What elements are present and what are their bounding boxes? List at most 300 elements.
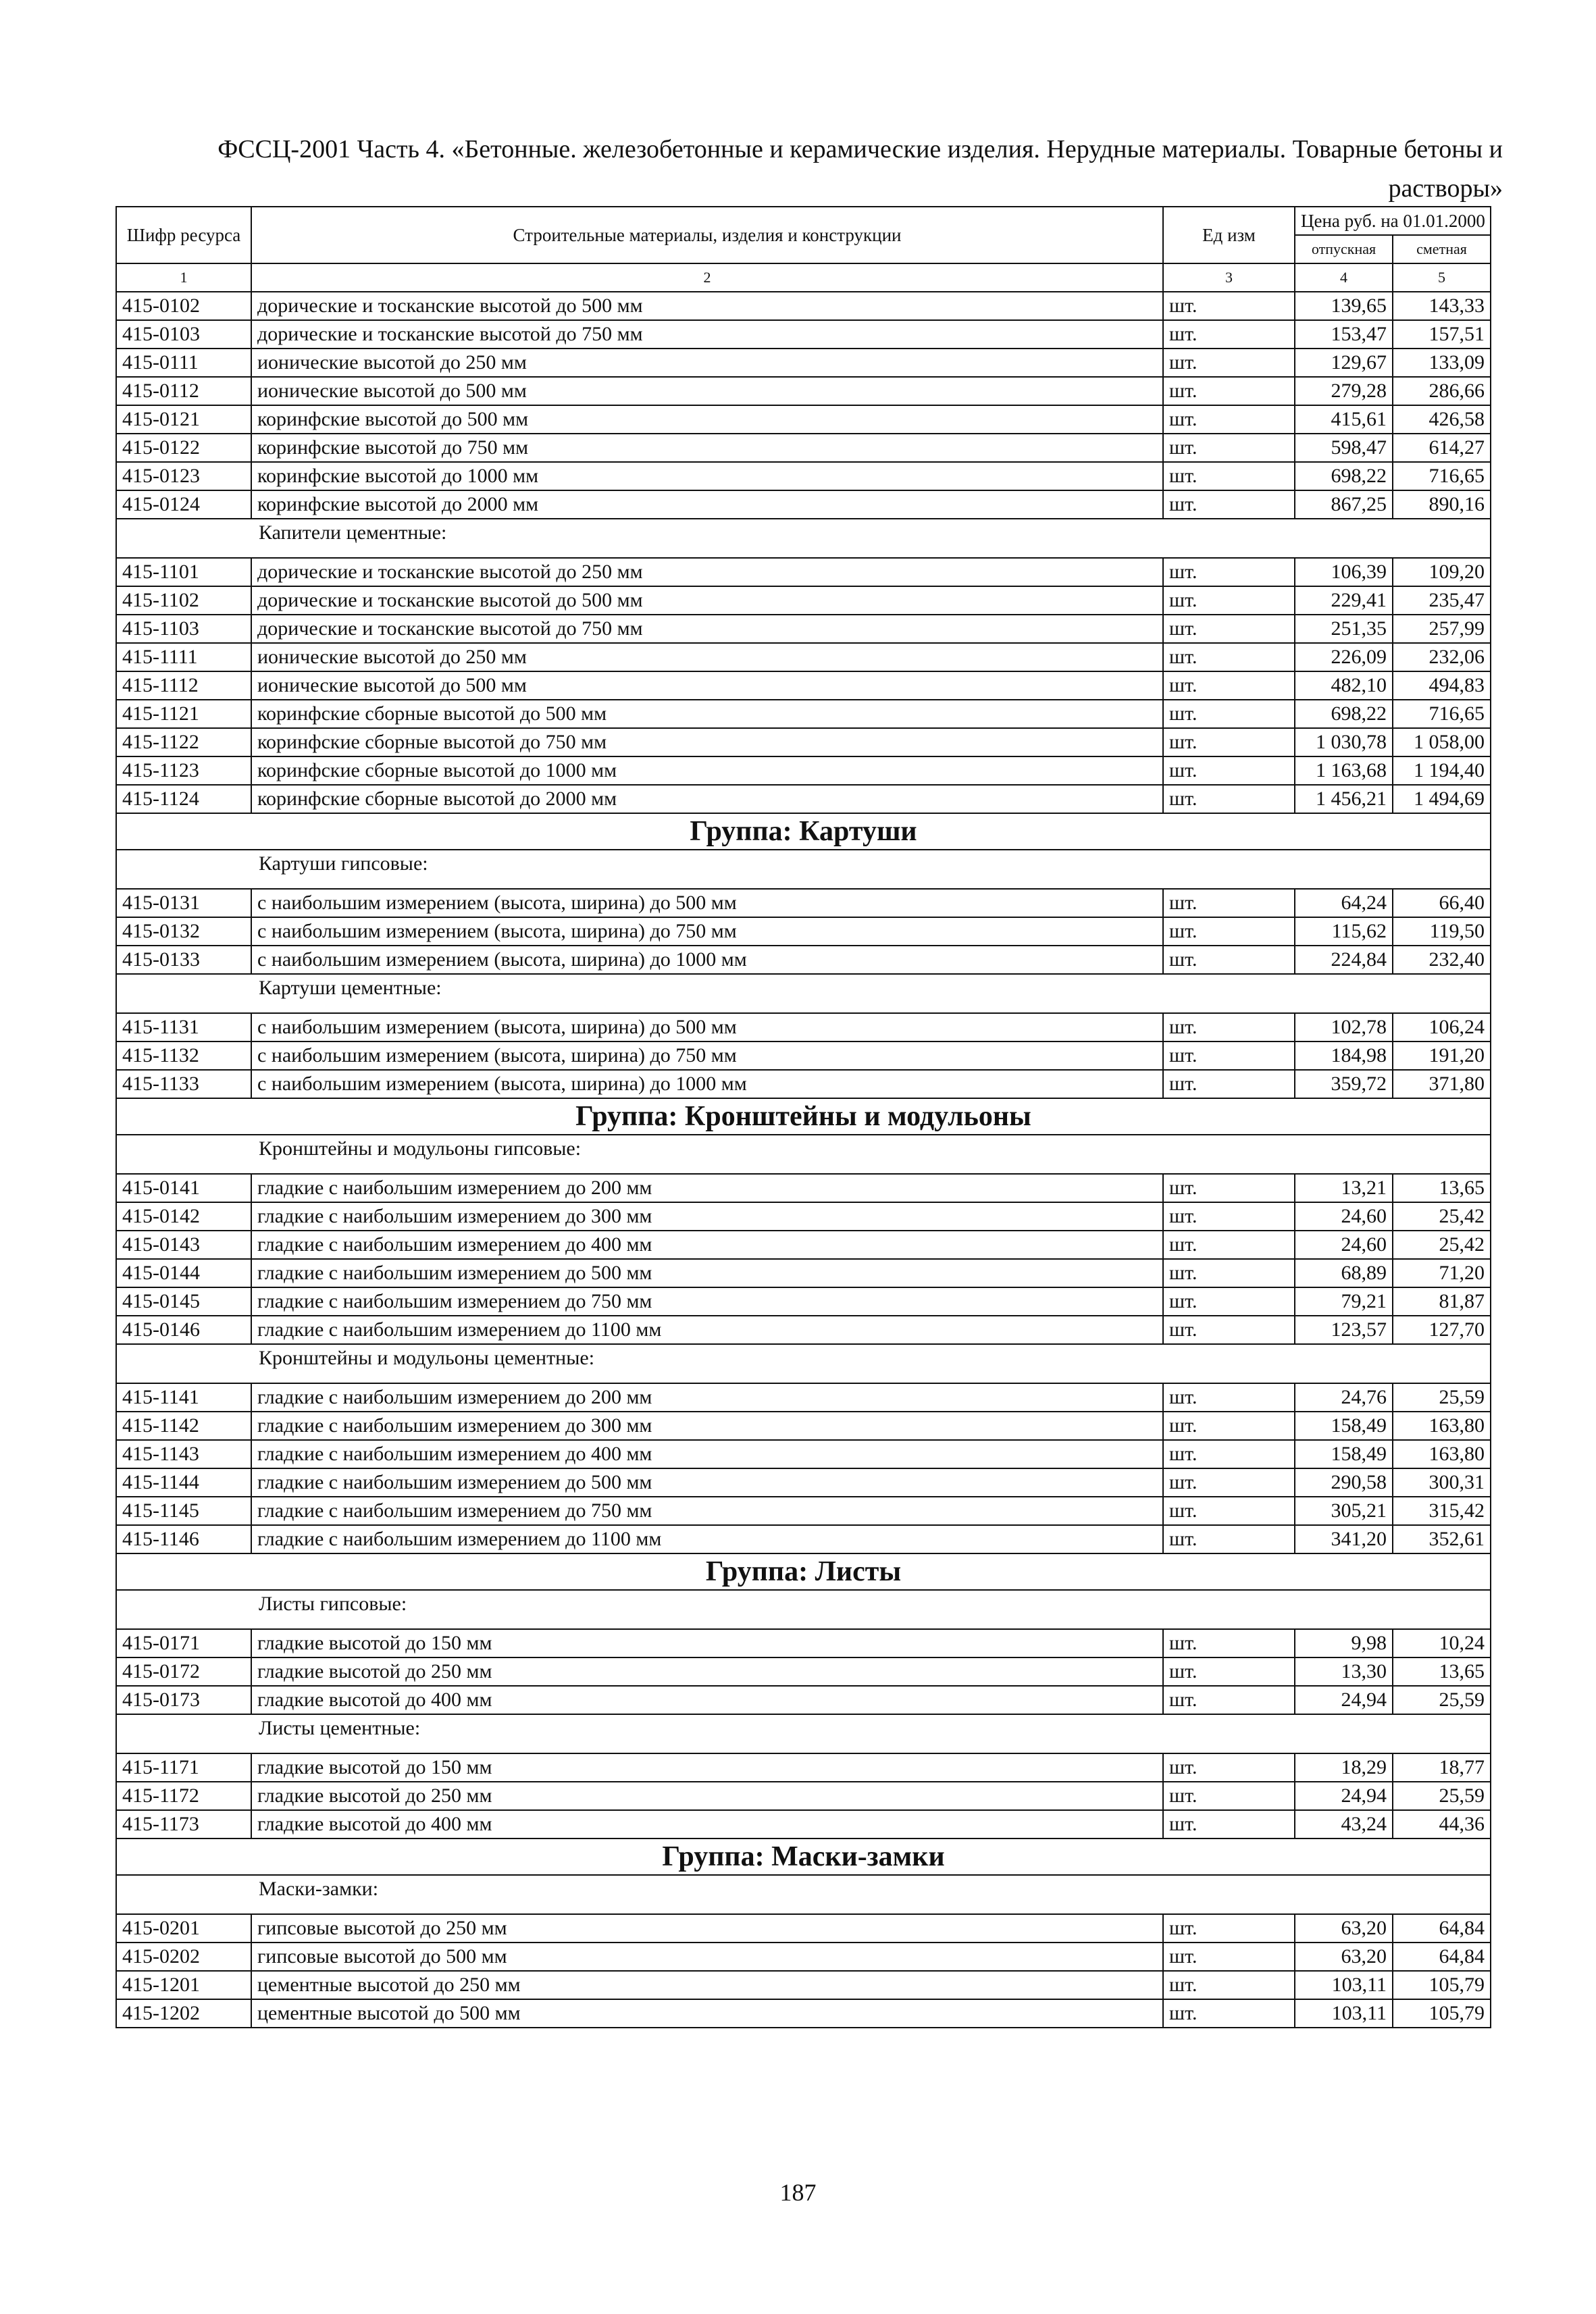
cell-unit: шт. xyxy=(1163,728,1295,756)
table-row xyxy=(116,292,1491,320)
cell-wholesale-price: 64,24 xyxy=(1295,889,1393,917)
header-code: Шифр ресурса xyxy=(116,207,251,263)
table-row xyxy=(116,1943,1491,1971)
cell-wholesale-price: 103,11 xyxy=(1295,1999,1393,2028)
cell-wholesale-price: 129,67 xyxy=(1295,349,1393,377)
spacer-row xyxy=(116,546,1491,558)
cell-estimate-price: 66,40 xyxy=(1393,889,1491,917)
cell-estimate-price: 232,40 xyxy=(1393,946,1491,974)
cell-name: дорические и тосканские высотой до 500 мм xyxy=(251,292,1163,320)
cell-code: 415-1142 xyxy=(116,1412,251,1440)
cell-name: ионические высотой до 250 мм xyxy=(251,349,1163,377)
cell-code: 415-0146 xyxy=(116,1316,251,1344)
cell-wholesale-price: 359,72 xyxy=(1295,1070,1393,1098)
table-row xyxy=(116,1174,1491,1202)
cell-estimate-price: 71,20 xyxy=(1393,1259,1491,1287)
cell-estimate-price: 13,65 xyxy=(1393,1657,1491,1686)
column-number: 3 xyxy=(1163,263,1295,292)
cell-wholesale-price: 63,20 xyxy=(1295,1914,1393,1943)
group-header xyxy=(116,1098,1491,1135)
cell-code: 415-1103 xyxy=(116,615,251,643)
table-row xyxy=(116,558,1491,586)
table-row xyxy=(116,671,1491,700)
cell-code: 415-0171 xyxy=(116,1629,251,1657)
table-row xyxy=(116,1440,1491,1468)
spacer-cell xyxy=(116,1618,1491,1629)
cell-estimate-price: 371,80 xyxy=(1393,1070,1491,1098)
cell-estimate-price: 143,33 xyxy=(1393,292,1491,320)
cell-name: дорические и тосканские высотой до 750 мм xyxy=(251,615,1163,643)
cell-wholesale-price: 153,47 xyxy=(1295,320,1393,349)
cell-estimate-price: 127,70 xyxy=(1393,1316,1491,1344)
cell-unit: шт. xyxy=(1163,1686,1295,1714)
cell-code: 415-1146 xyxy=(116,1525,251,1553)
table-row xyxy=(116,643,1491,671)
cell-code: 415-0172 xyxy=(116,1657,251,1686)
cell-unit: шт. xyxy=(1163,1259,1295,1287)
cell-unit: шт. xyxy=(1163,292,1295,320)
spacer-row xyxy=(116,1162,1491,1174)
table-row xyxy=(116,756,1491,785)
table-row xyxy=(116,490,1491,519)
cell-name: с наибольшим измерением (высота, ширина) до 750 мм xyxy=(251,1042,1163,1070)
cell-unit: шт. xyxy=(1163,1316,1295,1344)
cell-code: 415-0131 xyxy=(116,889,251,917)
table-row xyxy=(116,1971,1491,1999)
cell-name: гладкие высотой до 250 мм xyxy=(251,1657,1163,1686)
cell-estimate-price: 286,66 xyxy=(1393,377,1491,405)
cell-estimate-price: 106,24 xyxy=(1393,1013,1491,1042)
cell-estimate-price: 1 494,69 xyxy=(1393,785,1491,813)
cell-name: ионические высотой до 500 мм xyxy=(251,377,1163,405)
cell-estimate-price: 105,79 xyxy=(1393,1971,1491,1999)
cell-estimate-price: 105,79 xyxy=(1393,1999,1491,2028)
table-row xyxy=(116,1999,1491,2028)
cell-estimate-price: 716,65 xyxy=(1393,462,1491,490)
cell-code: 415-0103 xyxy=(116,320,251,349)
cell-wholesale-price: 63,20 xyxy=(1295,1943,1393,1971)
cell-name: гладкие с наибольшим измерением до 1100 мм xyxy=(251,1525,1163,1553)
table-row xyxy=(116,1259,1491,1287)
cell-code: 415-0145 xyxy=(116,1287,251,1316)
cell-wholesale-price: 13,21 xyxy=(1295,1174,1393,1202)
cell-name: гладкие с наибольшим измерением до 300 мм xyxy=(251,1202,1163,1231)
cell-name: коринфские высотой до 750 мм xyxy=(251,434,1163,462)
table-row xyxy=(116,462,1491,490)
table-row xyxy=(116,1383,1491,1412)
cell-name: гладкие высотой до 400 мм xyxy=(251,1686,1163,1714)
cell-name: коринфские сборные высотой до 1000 мм xyxy=(251,756,1163,785)
cell-estimate-price: 13,65 xyxy=(1393,1174,1491,1202)
cell-estimate-price: 25,59 xyxy=(1393,1782,1491,1810)
cell-name: гладкие с наибольшим измерением до 750 мм xyxy=(251,1287,1163,1316)
cell-code: 415-1172 xyxy=(116,1782,251,1810)
cell-name: с наибольшим измерением (высота, ширина) до 1000 мм xyxy=(251,946,1163,974)
cell-name: гладкие с наибольшим измерением до 200 мм xyxy=(251,1383,1163,1412)
cell-unit: шт. xyxy=(1163,946,1295,974)
spacer-cell xyxy=(116,1903,1491,1914)
cell-estimate-price: 315,42 xyxy=(1393,1497,1491,1525)
page-header xyxy=(138,130,1503,208)
cell-wholesale-price: 279,28 xyxy=(1295,377,1393,405)
cell-name: с наибольшим измерением (высота, ширина) до 750 мм xyxy=(251,917,1163,946)
cell-estimate-price: 232,06 xyxy=(1393,643,1491,671)
cell-unit: шт. xyxy=(1163,1657,1295,1686)
cell-estimate-price: 235,47 xyxy=(1393,586,1491,615)
table-row xyxy=(116,917,1491,946)
cell-name: гладкие высотой до 400 мм xyxy=(251,1810,1163,1839)
subgroup-header xyxy=(116,1590,1491,1618)
subgroup-header xyxy=(116,974,1491,1002)
cell-wholesale-price: 139,65 xyxy=(1295,292,1393,320)
cell-wholesale-price: 341,20 xyxy=(1295,1525,1393,1553)
cell-wholesale-price: 224,84 xyxy=(1295,946,1393,974)
table-row xyxy=(116,1914,1491,1943)
cell-unit: шт. xyxy=(1163,1782,1295,1810)
cell-code: 415-1202 xyxy=(116,1999,251,2028)
group-title: Группа: Листы xyxy=(116,1553,1491,1590)
cell-code: 415-0141 xyxy=(116,1174,251,1202)
cell-wholesale-price: 103,11 xyxy=(1295,1971,1393,1999)
cell-wholesale-price: 24,60 xyxy=(1295,1202,1393,1231)
cell-code: 415-0112 xyxy=(116,377,251,405)
cell-unit: шт. xyxy=(1163,1070,1295,1098)
table-header-row xyxy=(116,207,1491,235)
cell-estimate-price: 1 194,40 xyxy=(1393,756,1491,785)
table-row xyxy=(116,946,1491,974)
table-row xyxy=(116,1013,1491,1042)
cell-unit: шт. xyxy=(1163,434,1295,462)
spacer-row xyxy=(116,1742,1491,1753)
cell-estimate-price: 10,24 xyxy=(1393,1629,1491,1657)
group-header xyxy=(116,1553,1491,1590)
cell-name: гладкие с наибольшим измерением до 400 мм xyxy=(251,1231,1163,1259)
subgroup-label: Картуши цементные: xyxy=(116,974,1491,1002)
cell-name: коринфские высотой до 1000 мм xyxy=(251,462,1163,490)
cell-estimate-price: 25,42 xyxy=(1393,1231,1491,1259)
cell-name: коринфские сборные высотой до 500 мм xyxy=(251,700,1163,728)
cell-wholesale-price: 18,29 xyxy=(1295,1753,1393,1782)
cell-estimate-price: 44,36 xyxy=(1393,1810,1491,1839)
cell-code: 415-0142 xyxy=(116,1202,251,1231)
cell-wholesale-price: 24,94 xyxy=(1295,1686,1393,1714)
cell-code: 415-0144 xyxy=(116,1259,251,1287)
cell-wholesale-price: 184,98 xyxy=(1295,1042,1393,1070)
table-row xyxy=(116,1657,1491,1686)
spacer-cell xyxy=(116,1162,1491,1174)
cell-name: коринфские высотой до 2000 мм xyxy=(251,490,1163,519)
table-row xyxy=(116,320,1491,349)
cell-estimate-price: 494,83 xyxy=(1393,671,1491,700)
cell-name: цементные высотой до 250 мм xyxy=(251,1971,1163,1999)
cell-wholesale-price: 24,60 xyxy=(1295,1231,1393,1259)
table-row xyxy=(116,586,1491,615)
group-header xyxy=(116,1839,1491,1875)
cell-unit: шт. xyxy=(1163,586,1295,615)
cell-name: коринфские сборные высотой до 2000 мм xyxy=(251,785,1163,813)
cell-unit: шт. xyxy=(1163,320,1295,349)
cell-estimate-price: 64,84 xyxy=(1393,1914,1491,1943)
cell-code: 415-0202 xyxy=(116,1943,251,1971)
cell-wholesale-price: 68,89 xyxy=(1295,1259,1393,1287)
cell-estimate-price: 426,58 xyxy=(1393,405,1491,434)
cell-estimate-price: 25,59 xyxy=(1393,1686,1491,1714)
cell-wholesale-price: 79,21 xyxy=(1295,1287,1393,1316)
cell-wholesale-price: 698,22 xyxy=(1295,462,1393,490)
cell-wholesale-price: 867,25 xyxy=(1295,490,1393,519)
cell-code: 415-1124 xyxy=(116,785,251,813)
spacer-row xyxy=(116,877,1491,889)
spacer-cell xyxy=(116,1372,1491,1383)
column-number-row xyxy=(116,263,1491,292)
table-row xyxy=(116,700,1491,728)
cell-code: 415-0133 xyxy=(116,946,251,974)
cell-code: 415-1123 xyxy=(116,756,251,785)
cell-code: 415-0123 xyxy=(116,462,251,490)
cell-name: гипсовые высотой до 250 мм xyxy=(251,1914,1163,1943)
table-row xyxy=(116,1231,1491,1259)
subgroup-header xyxy=(116,1135,1491,1162)
cell-name: гладкие с наибольшим измерением до 200 мм xyxy=(251,1174,1163,1202)
table-row xyxy=(116,1412,1491,1440)
cell-unit: шт. xyxy=(1163,1013,1295,1042)
subgroup-header xyxy=(116,1714,1491,1742)
header-unit: Ед изм xyxy=(1163,207,1295,263)
table-row xyxy=(116,785,1491,813)
cell-estimate-price: 64,84 xyxy=(1393,1943,1491,1971)
table-row xyxy=(116,615,1491,643)
cell-unit: шт. xyxy=(1163,1383,1295,1412)
table-row xyxy=(116,1070,1491,1098)
cell-wholesale-price: 106,39 xyxy=(1295,558,1393,586)
header-name: Строительные материалы, изделия и конструкции xyxy=(251,207,1163,263)
table-row xyxy=(116,1525,1491,1553)
subgroup-label: Кронштейны и модульоны цементные: xyxy=(116,1344,1491,1372)
subgroup-header xyxy=(116,1344,1491,1372)
spacer-row xyxy=(116,1903,1491,1914)
group-title: Группа: Маски-замки xyxy=(116,1839,1491,1875)
cell-estimate-price: 18,77 xyxy=(1393,1753,1491,1782)
cell-unit: шт. xyxy=(1163,643,1295,671)
cell-code: 415-0122 xyxy=(116,434,251,462)
cell-code: 415-1171 xyxy=(116,1753,251,1782)
cell-code: 415-1145 xyxy=(116,1497,251,1525)
cell-unit: шт. xyxy=(1163,1999,1295,2028)
cell-unit: шт. xyxy=(1163,1440,1295,1468)
cell-estimate-price: 890,16 xyxy=(1393,490,1491,519)
table-row xyxy=(116,1468,1491,1497)
cell-code: 415-1143 xyxy=(116,1440,251,1468)
document-title-line-2: растворы» xyxy=(1388,174,1503,203)
cell-estimate-price: 157,51 xyxy=(1393,320,1491,349)
table-row xyxy=(116,434,1491,462)
subgroup-label: Маски-замки: xyxy=(116,1875,1491,1903)
subgroup-label: Листы гипсовые: xyxy=(116,1590,1491,1618)
table-row xyxy=(116,1753,1491,1782)
group-header xyxy=(116,813,1491,850)
cell-wholesale-price: 290,58 xyxy=(1295,1468,1393,1497)
cell-name: с наибольшим измерением (высота, ширина) до 500 мм xyxy=(251,1013,1163,1042)
cell-code: 415-0102 xyxy=(116,292,251,320)
subgroup-label: Картуши гипсовые: xyxy=(116,850,1491,877)
cell-unit: шт. xyxy=(1163,1231,1295,1259)
table-row xyxy=(116,1810,1491,1839)
cell-code: 415-0132 xyxy=(116,917,251,946)
cell-wholesale-price: 1 030,78 xyxy=(1295,728,1393,756)
cell-unit: шт. xyxy=(1163,1914,1295,1943)
cell-unit: шт. xyxy=(1163,1810,1295,1839)
table-row xyxy=(116,1042,1491,1070)
cell-code: 415-1111 xyxy=(116,643,251,671)
cell-name: гладкие с наибольшим измерением до 400 мм xyxy=(251,1440,1163,1468)
subgroup-header xyxy=(116,519,1491,546)
cell-wholesale-price: 24,94 xyxy=(1295,1782,1393,1810)
cell-unit: шт. xyxy=(1163,889,1295,917)
table-row xyxy=(116,889,1491,917)
cell-unit: шт. xyxy=(1163,700,1295,728)
cell-unit: шт. xyxy=(1163,462,1295,490)
cell-code: 415-0111 xyxy=(116,349,251,377)
header-price: Цена руб. на 01.01.2000 xyxy=(1295,207,1491,235)
cell-wholesale-price: 9,98 xyxy=(1295,1629,1393,1657)
cell-name: коринфские сборные высотой до 750 мм xyxy=(251,728,1163,756)
cell-unit: шт. xyxy=(1163,1971,1295,1999)
cell-estimate-price: 716,65 xyxy=(1393,700,1491,728)
cell-name: коринфские высотой до 500 мм xyxy=(251,405,1163,434)
cell-code: 415-1141 xyxy=(116,1383,251,1412)
subgroup-label: Капители цементные: xyxy=(116,519,1491,546)
cell-unit: шт. xyxy=(1163,1412,1295,1440)
group-title: Группа: Картуши xyxy=(116,813,1491,850)
cell-estimate-price: 614,27 xyxy=(1393,434,1491,462)
cell-unit: шт. xyxy=(1163,1042,1295,1070)
cell-estimate-price: 300,31 xyxy=(1393,1468,1491,1497)
cell-wholesale-price: 305,21 xyxy=(1295,1497,1393,1525)
cell-estimate-price: 191,20 xyxy=(1393,1042,1491,1070)
cell-wholesale-price: 1 163,68 xyxy=(1295,756,1393,785)
cell-code: 415-1101 xyxy=(116,558,251,586)
cell-unit: шт. xyxy=(1163,615,1295,643)
cell-estimate-price: 1 058,00 xyxy=(1393,728,1491,756)
cell-name: дорические и тосканские высотой до 250 мм xyxy=(251,558,1163,586)
cell-code: 415-1122 xyxy=(116,728,251,756)
cell-wholesale-price: 226,09 xyxy=(1295,643,1393,671)
cell-wholesale-price: 598,47 xyxy=(1295,434,1393,462)
cell-wholesale-price: 482,10 xyxy=(1295,671,1393,700)
cell-wholesale-price: 24,76 xyxy=(1295,1383,1393,1412)
table-row xyxy=(116,1497,1491,1525)
table-row xyxy=(116,1782,1491,1810)
table-row xyxy=(116,1686,1491,1714)
cell-wholesale-price: 698,22 xyxy=(1295,700,1393,728)
table-row xyxy=(116,349,1491,377)
cell-wholesale-price: 102,78 xyxy=(1295,1013,1393,1042)
table-row xyxy=(116,1316,1491,1344)
page-number: 187 xyxy=(779,2179,817,2206)
cell-code: 415-1133 xyxy=(116,1070,251,1098)
cell-unit: шт. xyxy=(1163,558,1295,586)
cell-name: гладкие высотой до 150 мм xyxy=(251,1753,1163,1782)
cell-code: 415-1132 xyxy=(116,1042,251,1070)
cell-name: гладкие с наибольшим измерением до 750 мм xyxy=(251,1497,1163,1525)
cell-wholesale-price: 251,35 xyxy=(1295,615,1393,643)
cell-estimate-price: 81,87 xyxy=(1393,1287,1491,1316)
cell-name: ионические высотой до 500 мм xyxy=(251,671,1163,700)
cell-code: 415-1112 xyxy=(116,671,251,700)
subgroup-header xyxy=(116,850,1491,877)
cell-unit: шт. xyxy=(1163,1629,1295,1657)
cell-code: 415-1173 xyxy=(116,1810,251,1839)
cell-name: ионические высотой до 250 мм xyxy=(251,643,1163,671)
cell-unit: шт. xyxy=(1163,377,1295,405)
cell-code: 415-0201 xyxy=(116,1914,251,1943)
cell-estimate-price: 257,99 xyxy=(1393,615,1491,643)
cell-estimate-price: 133,09 xyxy=(1393,349,1491,377)
table-row xyxy=(116,405,1491,434)
cell-estimate-price: 119,50 xyxy=(1393,917,1491,946)
cell-estimate-price: 163,80 xyxy=(1393,1412,1491,1440)
subgroup-header xyxy=(116,1875,1491,1903)
cell-estimate-price: 25,59 xyxy=(1393,1383,1491,1412)
column-number: 4 xyxy=(1295,263,1393,292)
subgroup-label: Листы цементные: xyxy=(116,1714,1491,1742)
cell-wholesale-price: 115,62 xyxy=(1295,917,1393,946)
cell-unit: шт. xyxy=(1163,1202,1295,1231)
cell-estimate-price: 25,42 xyxy=(1393,1202,1491,1231)
table-row xyxy=(116,1629,1491,1657)
cell-unit: шт. xyxy=(1163,1468,1295,1497)
cell-unit: шт. xyxy=(1163,785,1295,813)
spacer-row xyxy=(116,1002,1491,1013)
cell-unit: шт. xyxy=(1163,349,1295,377)
group-title: Группа: Кронштейны и модульоны xyxy=(116,1098,1491,1135)
cell-name: дорические и тосканские высотой до 500 мм xyxy=(251,586,1163,615)
table-row xyxy=(116,1287,1491,1316)
cell-unit: шт. xyxy=(1163,671,1295,700)
cell-unit: шт. xyxy=(1163,490,1295,519)
cell-unit: шт. xyxy=(1163,405,1295,434)
cell-code: 415-0124 xyxy=(116,490,251,519)
cell-estimate-price: 109,20 xyxy=(1393,558,1491,586)
cell-wholesale-price: 158,49 xyxy=(1295,1412,1393,1440)
cell-unit: шт. xyxy=(1163,1497,1295,1525)
cell-code: 415-1121 xyxy=(116,700,251,728)
spacer-row xyxy=(116,1372,1491,1383)
cell-name: с наибольшим измерением (высота, ширина) до 500 мм xyxy=(251,889,1163,917)
cell-wholesale-price: 43,24 xyxy=(1295,1810,1393,1839)
cell-unit: шт. xyxy=(1163,1943,1295,1971)
column-number: 1 xyxy=(116,263,251,292)
cell-wholesale-price: 123,57 xyxy=(1295,1316,1393,1344)
table-row xyxy=(116,377,1491,405)
cell-name: гладкие высотой до 150 мм xyxy=(251,1629,1163,1657)
document-title-line-1: ФССЦ-2001 Часть 4. «Бетонные. железобетонные и керамические изделия. Нерудные материалы. Товарные бетоны и xyxy=(217,135,1503,163)
cell-wholesale-price: 13,30 xyxy=(1295,1657,1393,1686)
cell-unit: шт. xyxy=(1163,756,1295,785)
cell-unit: шт. xyxy=(1163,917,1295,946)
spacer-row xyxy=(116,1618,1491,1629)
cell-name: гладкие с наибольшим измерением до 300 мм xyxy=(251,1412,1163,1440)
header-estimate: сметная xyxy=(1393,235,1491,263)
header-wholesale: отпускная xyxy=(1295,235,1393,263)
cell-unit: шт. xyxy=(1163,1753,1295,1782)
cell-code: 415-1102 xyxy=(116,586,251,615)
cell-wholesale-price: 229,41 xyxy=(1295,586,1393,615)
price-table xyxy=(115,206,1491,2028)
subgroup-label: Кронштейны и модульоны гипсовые: xyxy=(116,1135,1491,1162)
cell-estimate-price: 352,61 xyxy=(1393,1525,1491,1553)
column-number: 5 xyxy=(1393,263,1491,292)
